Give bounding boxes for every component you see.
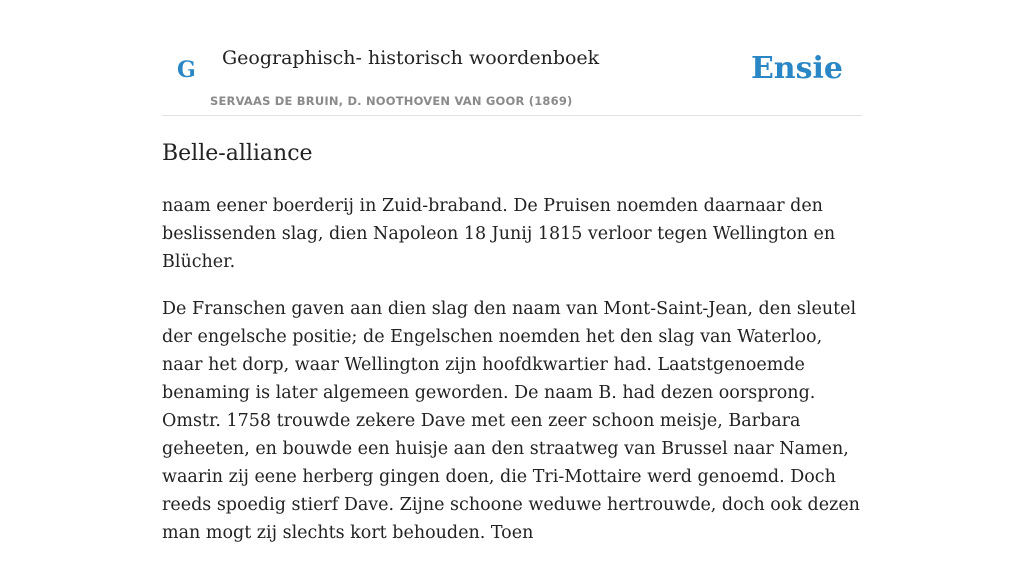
book-authors: SERVAAS DE BRUIN, D. NOOTHOVEN VAN GOOR (1869) bbox=[210, 94, 573, 108]
entry-title: Belle-alliance bbox=[162, 141, 313, 166]
page bbox=[162, 0, 862, 543]
entry-paragraph: naam eener boerderij in Zuid-braband. De Pruisen noemden daarnaar den beslissenden slag, dien Napoleon 18 Junij 1815 verloor tegen Wellington en Blücher. bbox=[162, 196, 836, 272]
ensie-logo-link[interactable]: Ensie bbox=[750, 51, 843, 86]
book-title[interactable]: Geographisch- historisch woordenboek bbox=[222, 47, 600, 69]
entry-content bbox=[162, 192, 862, 566]
entry-paragraph: De Franschen gaven aan dien slag den naam van Mont-Saint-Jean, den sleutel der engelsche positie; de Engelschen noemden het den slag van Waterloo, naar het dorp, waar Wellington zijn hoofdkwartier had. Laatstgenoemde benaming is later algemeen geworden. De naam B. had dezen oorsprong. Omstr. 1758 trouwde zekere Dave met een zeer schoon meisje, Barbara geheeten, en bouwde een huisje aan den straatweg van Brussel naar Namen, waarin zij eene herberg gingen doen, die Tri-Mottaire werd genoemd. Doch reeds spoedig stierf Dave. Zijne schoone weduwe hertrouwde, doch ook dezen man mogt zij slechts kort behouden. Toen bbox=[162, 299, 860, 543]
header bbox=[162, 0, 862, 116]
book-logo-icon[interactable]: G bbox=[177, 57, 196, 83]
